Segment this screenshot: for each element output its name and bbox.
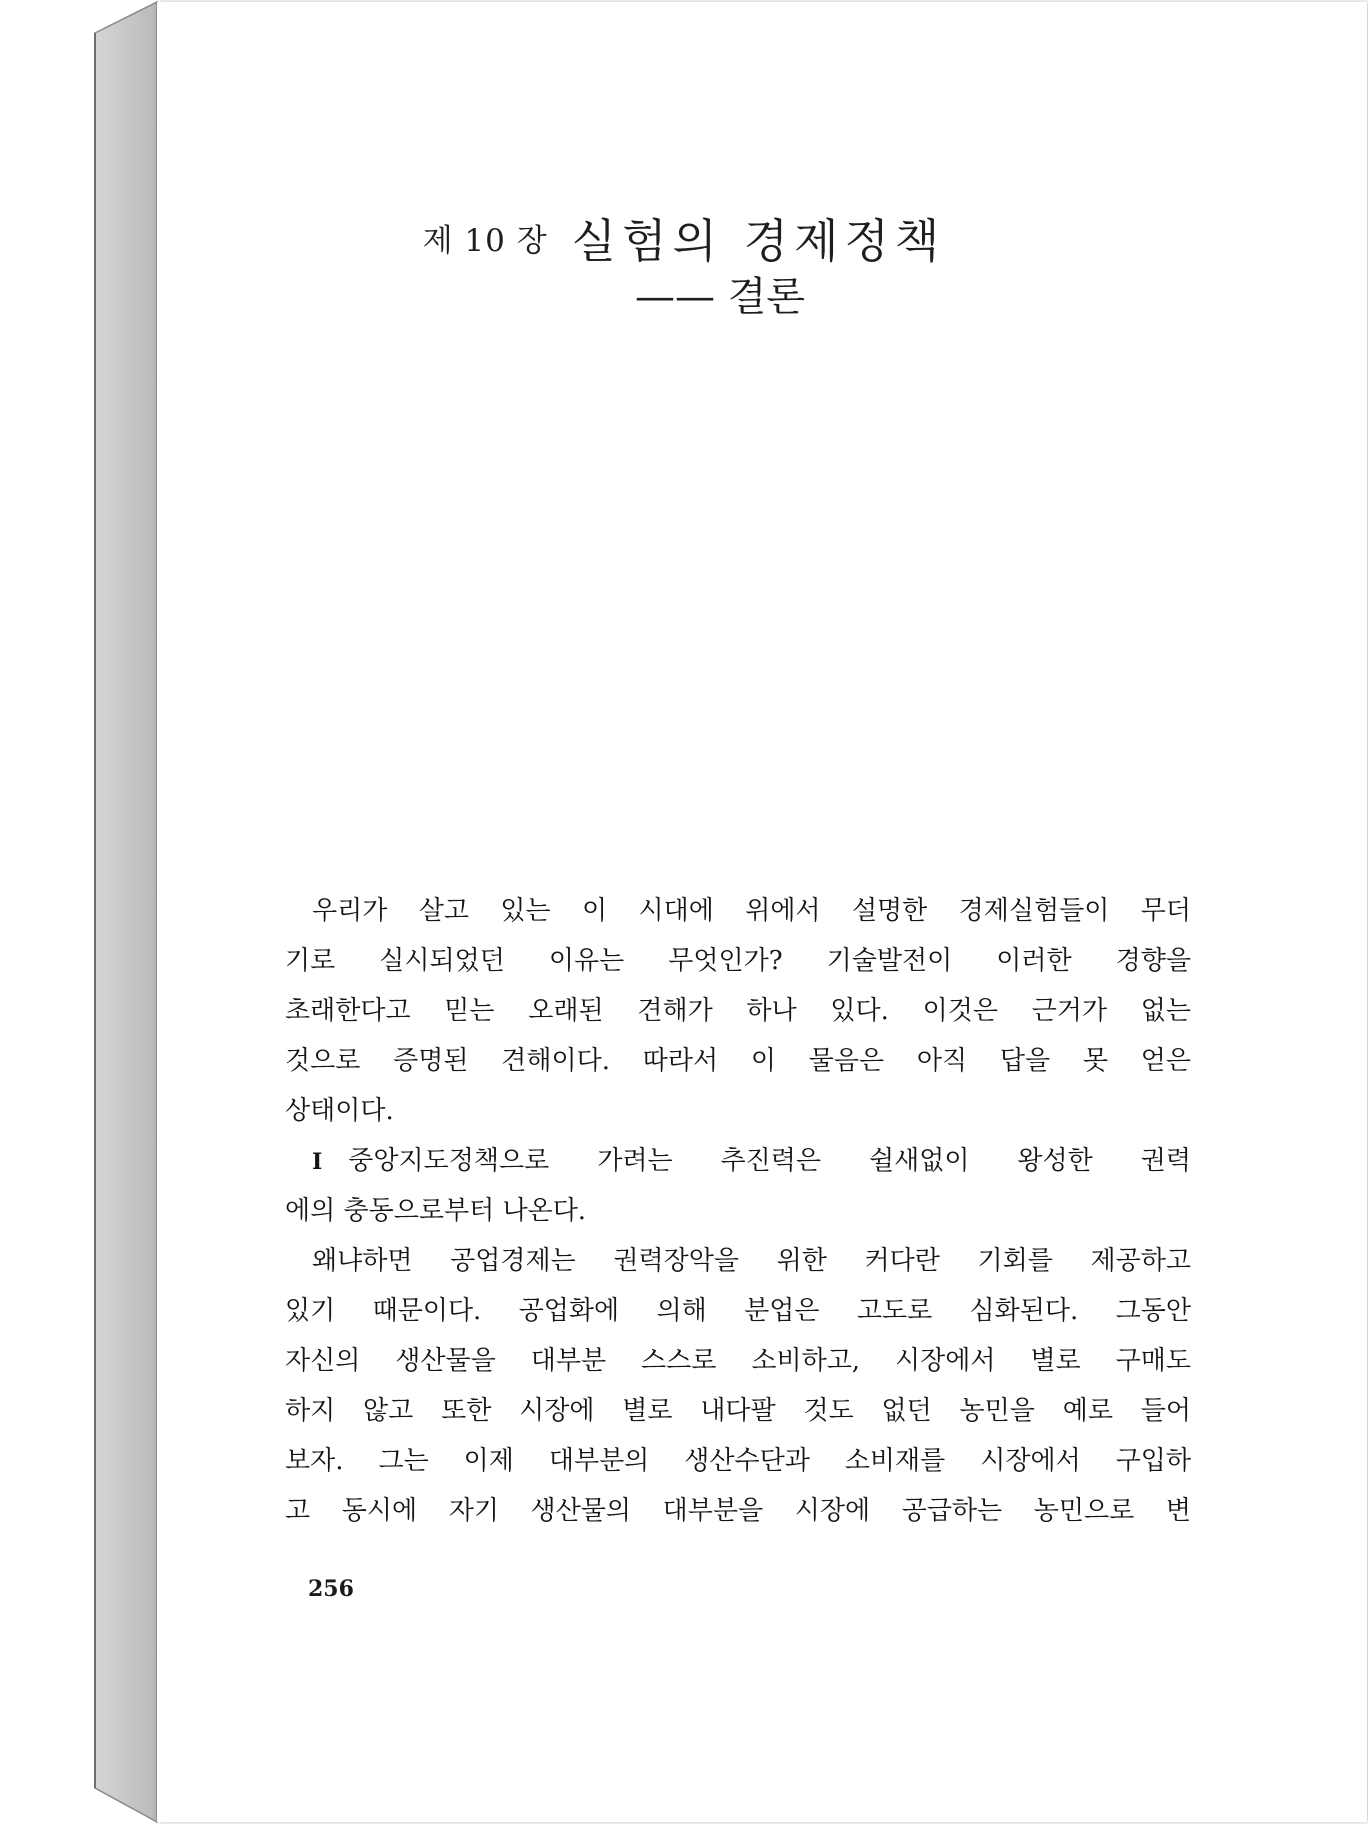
text-line: 왜냐하면 공업경제는 권력장악을 위한 커다란 기회를 제공하고 xyxy=(312,1246,1191,1276)
section-marker: I xyxy=(312,1149,323,1175)
text-line-content: 중앙지도정책으로 가려는 추진력은 쉴새없이 왕성한 권력 xyxy=(348,1146,1191,1176)
text-line: 것으로 증명된 견해이다. 따라서 이 물음은 아직 답을 못 얻은 xyxy=(285,1046,1191,1076)
page-number: 256 xyxy=(308,1576,354,1602)
text-line: 고 동시에 자기 생산물의 대부분을 시장에 공급하는 농민으로 변 xyxy=(285,1496,1191,1526)
text-line: 보자. 그는 이제 대부분의 생산수단과 소비재를 시장에서 구입하 xyxy=(285,1446,1191,1476)
text-line: 우리가 살고 있는 이 시대에 위에서 설명한 경제실험들이 무더 xyxy=(312,896,1191,926)
paragraph xyxy=(285,1236,1191,1536)
text-line: 초래한다고 믿는 오래된 견해가 하나 있다. 이것은 근거가 없는 xyxy=(285,996,1191,1026)
text-line: 자신의 생산물을 대부분 스스로 소비하고, 시장에서 별로 구매도 xyxy=(285,1346,1191,1376)
text-line: 에의 충동으로부터 나온다. xyxy=(285,1196,587,1226)
text-line: 기로 실시되었던 이유는 무엇인가? 기술발전이 이러한 경향을 xyxy=(285,946,1191,976)
chapter-subtitle: —— 결론 xyxy=(635,274,805,320)
text-line: 있기 때문이다. 공업화에 의해 분업은 고도로 심화된다. 그동안 xyxy=(285,1296,1191,1326)
text-line: 상태이다. xyxy=(285,1096,394,1126)
body-text xyxy=(285,886,1191,1536)
chapter-title: 실험의 경제정책 xyxy=(571,214,946,268)
chapter-heading xyxy=(0,205,1368,271)
text-line xyxy=(285,1136,1191,1186)
text-line: 하지 않고 또한 시장에 별로 내다팔 것도 없던 농민을 예로 들어 xyxy=(285,1396,1191,1426)
chapter-number: 제 10 장 xyxy=(422,223,548,259)
paragraph xyxy=(285,886,1191,1136)
paragraph xyxy=(285,1136,1191,1236)
